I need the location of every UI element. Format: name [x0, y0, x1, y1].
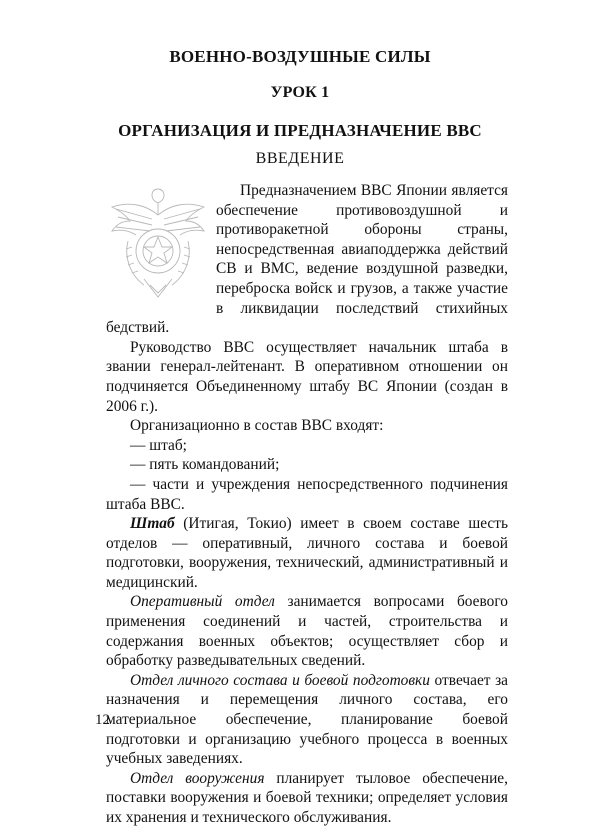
list-item: — штаб;: [130, 436, 187, 454]
term-armament: Отдел вооружения: [130, 769, 265, 787]
term-personnel: Отдел личного состава и боевой подготовки: [130, 671, 430, 689]
lesson-heading: УРОК 1: [270, 84, 330, 101]
paragraph-command: Руководство ВВС осуществляет начальник штаба в звании генерал-лейтенант. В оперативном отношении он подчиняется Объединенному штабу ВС Японии (создан в 2006 г.).: [106, 338, 508, 415]
list-item: — части и учреждения непосредственного подчинения штаба ВВС.: [106, 475, 508, 513]
paragraph-armament: Отдел вооружения планирует тыловое обеспечение, поставки вооружения и боевой техники; определяет условия их хранения и технического обслуживания.: [106, 769, 508, 826]
list-item: — пять командований;: [130, 456, 280, 474]
page-title: ВОЕННО-ВОЗДУШНЫЕ СИЛЫ: [169, 47, 431, 66]
term-staff: Штаб: [130, 515, 175, 533]
paragraph-personnel: Отдел личного состава и боевой подготовки отвечает за назначения и перемещения личного состава, его материальное обеспечение, планирование боевой подготовки и организацию учебного процесса в военных учебных заведениях.: [106, 671, 509, 768]
intro-heading: ВВЕДЕНИЕ: [255, 150, 345, 167]
section-heading: ОРГАНИЗАЦИЯ И ПРЕДНАЗНАЧЕНИЕ ВВС: [118, 121, 482, 140]
paragraph-operations: Оперативный отдел занимается вопросами боевого применения соединений и частей, строительства и содержания военных объектов; осуществляет сбор и обработку разведывательных сведений.: [106, 593, 508, 670]
paragraph-organization: Организационно в состав ВВС входят:: [130, 417, 384, 435]
paragraph-staff: Штаб (Итигая, Токио) имеет в своем составе шесть отделов — оперативный, личного состава и боевой подготовки, вооружения, технический, административный и медицинский.: [106, 515, 508, 591]
paragraph-purpose: Предназначением ВВС Японии является обеспечение противовоздушной и противоракетной обороны страны, непосредственная авиаподдержка действий СВ и ВМС, ведение воздушной разведки, переброска войск и грузов, а также участие в ликвидации последствий стихийных бедствий.: [106, 182, 508, 337]
body-text: [106, 181, 508, 828]
term-operations: Оперативный отдел: [130, 593, 275, 611]
page-number: 12: [95, 712, 110, 728]
jasdf-eagle-emblem-icon: [106, 185, 210, 303]
